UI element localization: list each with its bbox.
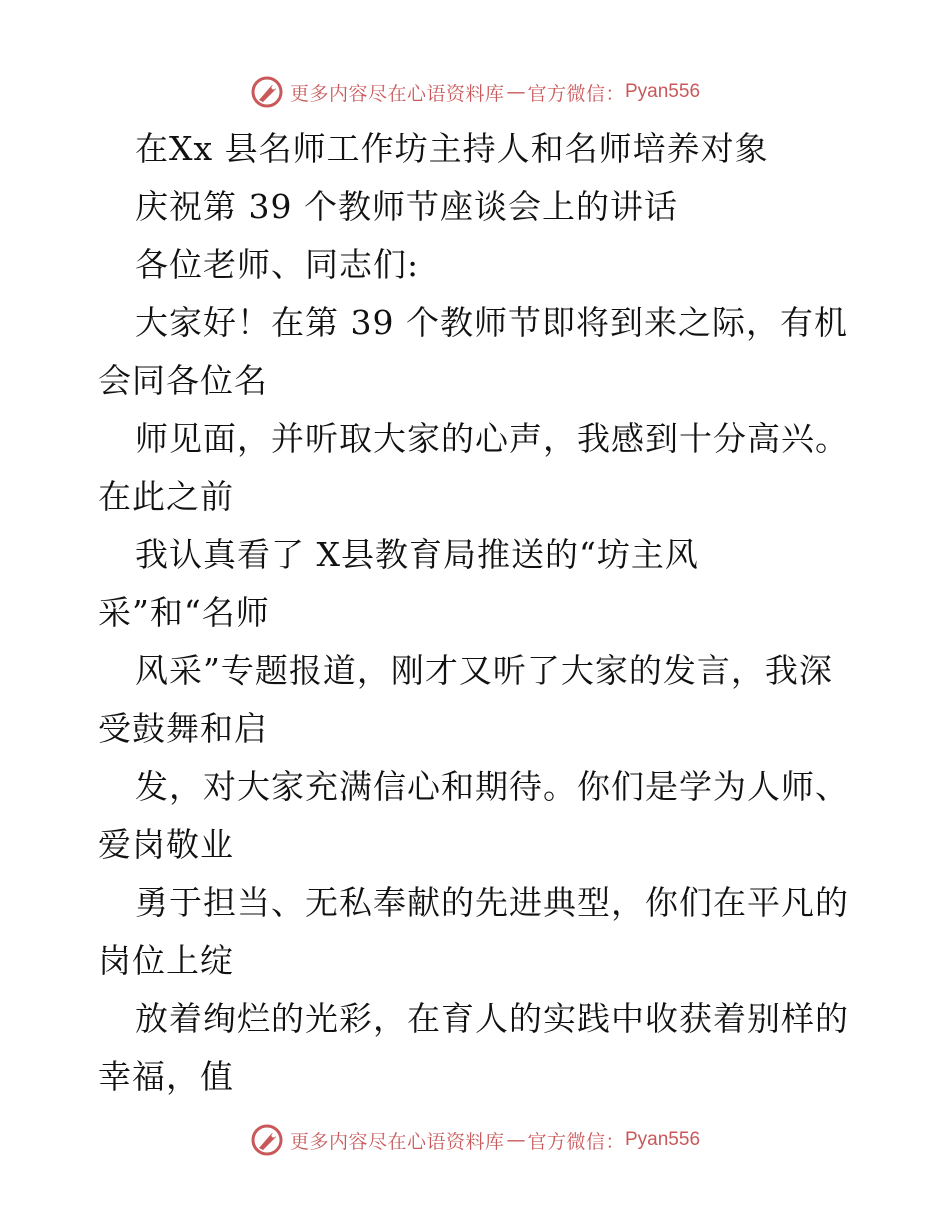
text-line: 采”和“名师 xyxy=(98,593,270,632)
text-line: 会同各位名 xyxy=(98,361,268,400)
text-line: 放着绚烂的光彩，在育人的实践中收获着别样的 xyxy=(135,999,849,1038)
title-line-2: 庆祝第 39 个教师节座谈会上的讲话 xyxy=(135,187,678,226)
title-line-1: 在Xx 县名师工作坊主持人和名师培养对象 xyxy=(135,129,769,168)
banner-text: 更多内容尽在心语资料库 xyxy=(289,82,505,105)
text-line: 幸福，值 xyxy=(98,1057,234,1096)
text-line: 我认真看了 X县教育局推送的“坊主风 xyxy=(135,535,699,574)
text-line: 爱岗敬业 xyxy=(98,825,234,864)
banner-wechat-id: Pyan556 xyxy=(625,81,701,102)
banner-label: 官方微信： xyxy=(527,1130,625,1153)
salutation: 各位老师、同志们: xyxy=(135,245,420,284)
text-line: 在此之前 xyxy=(98,477,234,516)
document-body xyxy=(98,120,858,1106)
banner-dash: — xyxy=(506,81,526,103)
pen-logo-icon xyxy=(250,75,284,109)
text-line: 师见面，并听取大家的心声，我感到十分高兴。 xyxy=(135,419,849,458)
text-line: 大家好！在第 39 个教师节即将到来之际，有机 xyxy=(135,303,848,342)
footer-watermark xyxy=(0,1120,950,1160)
text-line: 受鼓舞和启 xyxy=(98,709,268,748)
text-line: 发，对大家充满信心和期待。你们是学为人师、 xyxy=(135,767,849,806)
text-line: 岗位上绽 xyxy=(98,941,234,980)
banner-text: 更多内容尽在心语资料库 xyxy=(289,1130,505,1153)
text-line: 风采”专题报道，刚才又听了大家的发言，我深 xyxy=(135,651,833,690)
banner-dash: — xyxy=(506,1129,526,1151)
banner-label: 官方微信： xyxy=(527,82,625,105)
header-watermark xyxy=(0,72,950,112)
text-line: 勇于担当、无私奉献的先进典型，你们在平凡的 xyxy=(135,883,849,922)
pen-logo-icon xyxy=(250,1123,284,1157)
banner-wechat-id: Pyan556 xyxy=(625,1129,701,1150)
